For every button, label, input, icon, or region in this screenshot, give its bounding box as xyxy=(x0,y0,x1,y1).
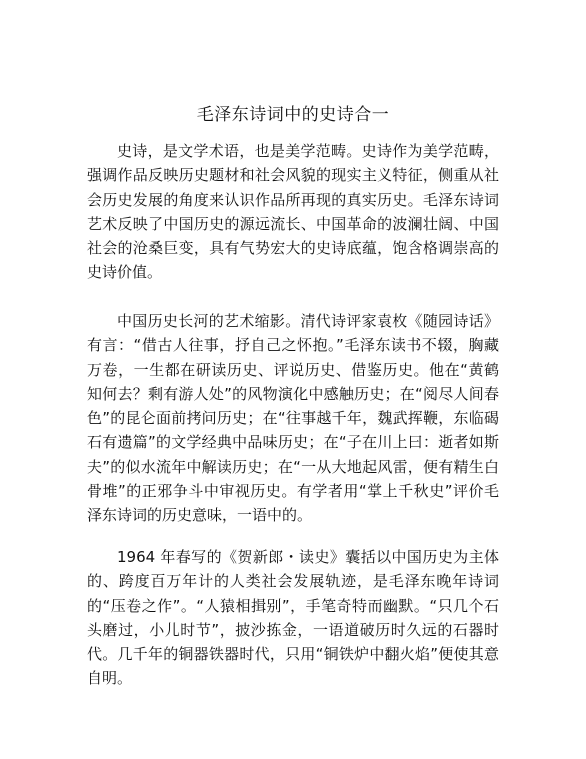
paragraph-3: 1964 年春写的《贺新郎・读史》囊括以中国历史为主体的、跨度百万年计的人类社会发展轨迹，是毛泽东晚年诗词的“压卷之作”。“人猿相揖别”，手笔奇特而幽默。“只几个石头磨过，小儿时节”，披沙拣金，一语道破历时久远的石器时代。几千年的铜器铁器时代，只用“铜铁炉中翻火焰”便使其意自明。 xyxy=(87,548,499,688)
paragraph-1: 史诗，是文学术语，也是美学范畴。史诗作为美学范畴，强调作品反映历史题材和社会风貌的现实主义特征，侧重从社会历史发展的角度来认识作品所再现的真实历史。毛泽东诗词艺术反映了中国历史的源远流长、中国革命的波澜壮阔、中国社会的沧桑巨变，具有气势宏大的史诗底蕴，饱含格调崇高的史诗价值。 xyxy=(87,142,499,282)
paragraph-2: 中国历史长河的艺术缩影。清代诗评家袁枚《随园诗话》有言：“借古人往事，抒自己之怀抱。”毛泽东读书不辍，胸藏万卷，一生都在研读历史、评说历史、借鉴历史。他在“黄鹤知何去？剩有游人处”的风物演化中感触历史；在“阅尽人间春色”的昆仑面前拷问历史；在“往事越千年，魏武挥鞭，东临碣石有遗篇”的文学经典中品味历史；在“子在川上曰：逝者如斯夫”的似水流年中解读历史；在“一从大地起风雷，便有精生白骨堆”的正邪争斗中审视历史。有学者用“掌上千秋史”评价毛泽东诗词的历史意味，一语中的。 xyxy=(87,312,499,525)
document-title: 毛泽东诗词中的史诗合一 xyxy=(196,105,390,125)
